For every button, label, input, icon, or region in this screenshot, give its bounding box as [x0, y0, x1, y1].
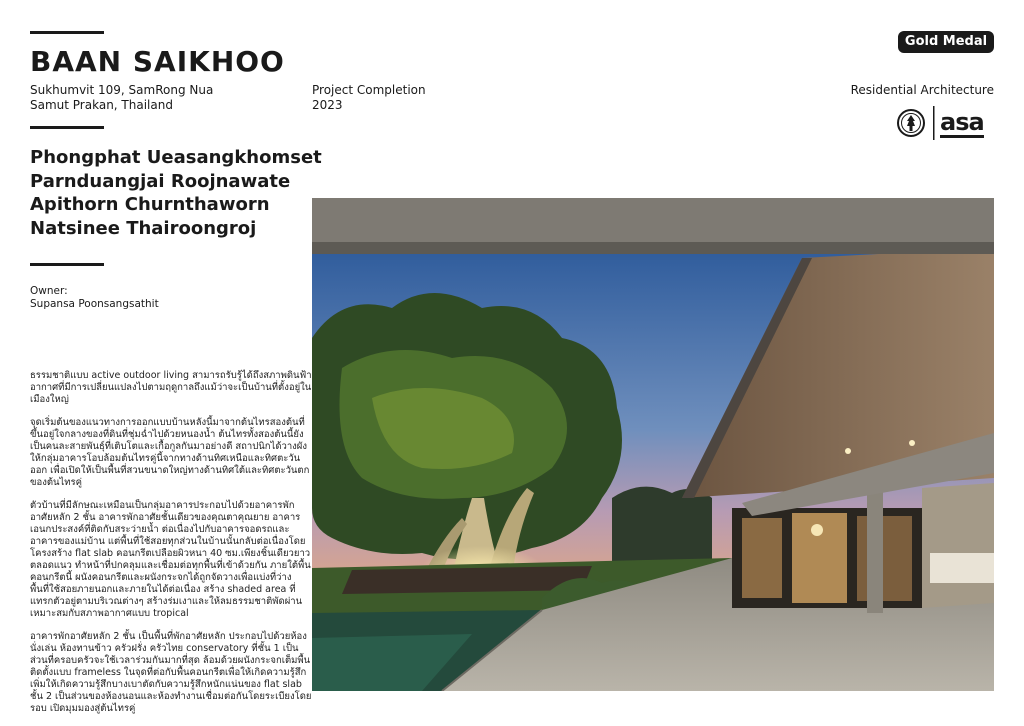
project-address [30, 83, 213, 113]
award-badge: Gold Medal [898, 31, 994, 53]
description-paragraph: อาคารพักอาศัยหลัก 2 ชั้น เป็นพื้นที่พักอาศัยหลัก ประกอบไปด้วยห้องนั่งเล่น ห้องทานข้าว ครัวฝรั่ง ครัวไทย conservatory ที่ชั้น 1 เป็นส่วนที่ครอบครัวจะใช้เวลาร่วมกันมากที่สุด ล้อมด้วยผนังกระจกเต็มพื้นติดตั้งแบบ frameless ในจุดที่ต่อกับพื้นคอนกรีตเพื่อให้เกิดความรู้สึกเพิ่มให้เกิดความรู้สึกบางเบาตัดกับความรู้สึกหนักแน่นของ flat slab ชั้น 2 เป็นส่วนของห้องนอนและห้องทำงานเชื่อมต่อกันโดยระเบียงโดยรอบ เปิดมุมมองสู่ต้นไทรคู่ [30, 631, 312, 714]
asa-logo: asa [940, 108, 984, 136]
mid-rule [30, 126, 104, 129]
description-paragraph: ธรรมชาติแบบ active outdoor living สามารถรับรู้ได้ถึงสภาพดินฟ้าอากาศที่มีการเปลี่ยนแปลงไปตามฤดูกาลถึงแม้ว่าจะเป็นบ้านที่ตั้งอยู่ในเมืองใหญ่ [30, 370, 312, 405]
lower-rule [30, 263, 104, 266]
owner-name: Supansa Poonsangsathit [30, 298, 159, 310]
project-completion [312, 83, 426, 113]
award-logos [897, 106, 995, 142]
architect-name: Natsinee Thairoongroj [30, 217, 257, 239]
owner-block [30, 285, 159, 311]
architect-name: Phongphat Ueasangkhomset [30, 147, 322, 168]
architects-list [30, 146, 322, 240]
completion-label: Project Completion [312, 83, 426, 97]
address-line-2: Samut Prakan, Thailand [30, 98, 173, 112]
completion-year: 2023 [312, 98, 343, 112]
owner-label: Owner: [30, 285, 68, 297]
architect-name: Apithorn Churnthaworn [30, 194, 270, 215]
project-title: BAAN SAIKHOO [30, 45, 285, 78]
project-photo [312, 198, 994, 691]
house-dusk-photo [312, 198, 994, 691]
architect-name: Parnduangjai Roojnawate [30, 170, 291, 192]
project-description [30, 370, 312, 726]
address-line-1: Sukhumvit 109, SamRong Nua [30, 83, 214, 97]
description-paragraph: ตัวบ้านที่มีลักษณะเหมือนเป็นกลุ่มอาคารประกอบไปด้วยอาคารพักอาศัยหลัก 2 ชั้น อาคารพักอาศัยชั้นเดียวของคุณตาคุณยาย อาคารเอนกประสงค์ที่ติดกับสระว่ายน้ำ ต่อเนื่องไปกับอาคารจอดรถและอาคารของแม่บ้าน แต่พื้นที่ใช้สอยทุกส่วนในบ้านนั้นกลับต่อเนื่องโดยโครงสร้าง flat slab คอนกรีตเปลือยผิวหนา 40 ซม.เพียงชิ้นเดียวยาวตลอดแนว ทำหน้าที่ปกคลุมและเชื่อมต่อทุกพื้นที่เข้าด้วยกัน ภายใต้พื้นคอนกรีตนี้ ผนังคอนกรีตและผนังกระจกได้ถูกจัดวางเพื่อแบ่งที่ว่าง พื้นที่ใช้สอยภายนอกและภายในได้ต่อเนื่อง สร้าง shaded area ที่แทรกตัวอยู่ตามบริเวณต่างๆ สร้างร่มเงาและให้ลมธรรมชาติพัดผ่าน เหมาะสมกับสภาพอากาศแบบ tropical [30, 500, 311, 619]
award-category: Residential Architecture [850, 83, 994, 97]
top-rule [30, 31, 104, 34]
description-paragraph: จุดเริ่มต้นของแนวทางการออกแบบบ้านหลังนี้มาจากต้นไทรสองต้นที่ขึ้นอยู่ใจกลางของที่ดินที่ชุ่มฉ่ำไปด้วยหนองน้ำ ต้นไทรทั้งสองต้นนี้ยังเป็นคนละสายพันธุ์ที่เติบโตและเกื้อกูลกันมาอย่างดี สถาปนิกได้วางผังให้กลุ่มอาคารโอบล้อมต้นไทรคู่นี้จากทางด้านทิศเหนือและทิศตะวันออก เพื่อเปิดให้เป็นพื้นที่สวนขนาดใหญ่ทางด้านทิศใต้และทิศตะวันตกของต้นไทรคู่ [30, 417, 310, 488]
